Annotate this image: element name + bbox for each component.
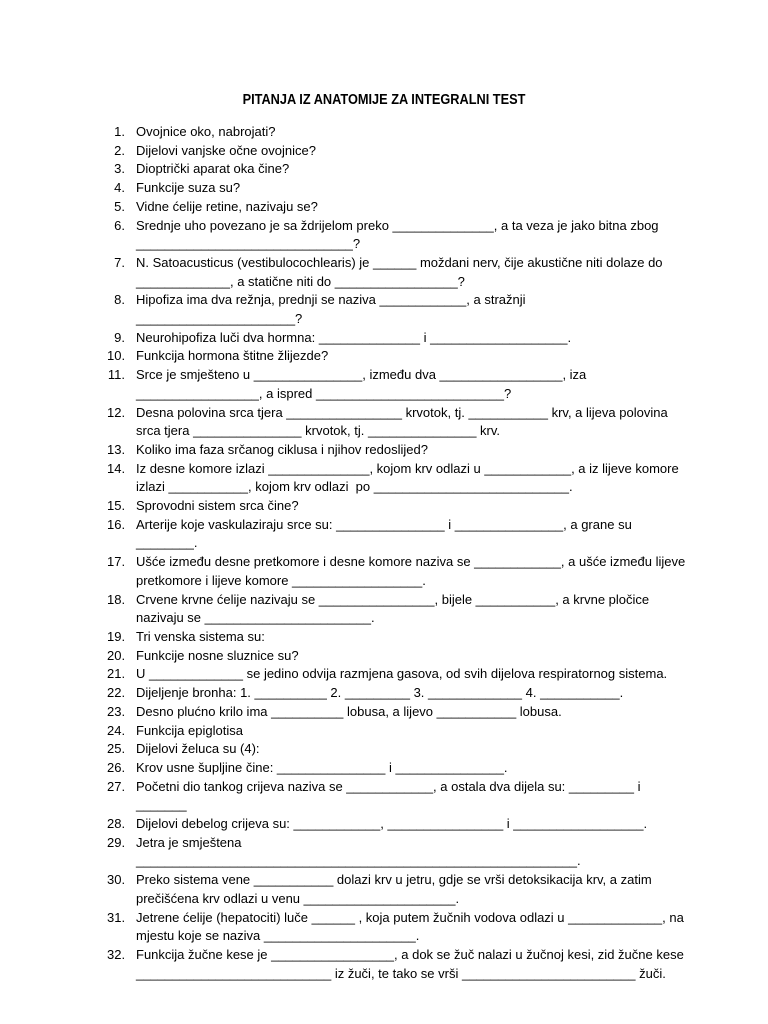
question-text: Dijelovi vanjske očne ovojnice?	[136, 142, 316, 158]
question-number: 28.	[107, 816, 126, 832]
question-text: Koliko ima faza srčanog ciklusa i njihov redoslijed?	[136, 441, 428, 457]
question-item	[107, 460, 687, 497]
question-number: 25.	[107, 741, 126, 757]
question-number: 29.	[107, 834, 126, 850]
question-item	[107, 329, 687, 348]
question-text: Srce je smješteno u _______________, između dva _________________, iza _________________, a ispred __________________________?	[136, 367, 587, 401]
question-item	[107, 516, 687, 553]
question-text: Krov usne šupljine čine: _______________ i _______________.	[136, 759, 508, 775]
question-number: 23.	[107, 703, 126, 719]
question-text: Neurohipofiza luči dva hormna: ______________ i ___________________.	[136, 329, 572, 345]
question-text: Sprovodni sistem srca čine?	[136, 498, 299, 514]
question-number: 22.	[107, 685, 126, 701]
question-number: 32.	[107, 946, 126, 962]
question-number: 18.	[107, 591, 126, 607]
question-text: Funkcije nosne sluznice su?	[136, 647, 299, 663]
question-number: 5.	[114, 198, 125, 214]
question-item	[107, 722, 687, 741]
question-number: 1.	[114, 124, 125, 139]
question-text: Tri venska sistema su:	[136, 628, 265, 644]
question-item	[107, 198, 687, 217]
question-item	[107, 160, 687, 179]
question-item	[107, 815, 687, 834]
question-item	[107, 441, 687, 460]
question-item	[107, 759, 687, 778]
question-text: N. Satoacusticus (vestibulocochlearis) je ______ moždani nerv, čije akustične niti dolaze do _____________, a statične niti do _________________?	[136, 254, 663, 289]
question-item	[107, 366, 687, 403]
question-number: 12.	[107, 404, 126, 420]
question-text: Dijelovi debelog crijeva su: ____________, ________________ i __________________.	[136, 816, 648, 832]
question-number: 21.	[107, 666, 126, 682]
question-item	[107, 217, 687, 254]
question-item	[107, 591, 687, 628]
question-number: 6.	[114, 217, 125, 233]
question-number: 16.	[107, 516, 126, 532]
question-item	[107, 665, 687, 684]
question-item	[107, 553, 687, 590]
question-number: 10.	[107, 348, 126, 364]
question-item	[107, 703, 687, 722]
question-item	[107, 179, 687, 198]
question-item	[107, 347, 687, 366]
question-item	[107, 254, 687, 291]
question-number: 27.	[107, 778, 126, 794]
question-number: 30.	[107, 872, 126, 888]
question-item	[107, 497, 687, 516]
question-text: Jetra je smještena _____________________________________________________________.	[136, 834, 581, 869]
question-item	[107, 142, 687, 161]
question-text: U _____________ se jedino odvija razmjena gasova, od svih dijelova respiratornog sistema.	[136, 666, 668, 682]
question-number: 14.	[107, 460, 126, 476]
question-number: 24.	[107, 722, 126, 738]
question-item	[107, 291, 687, 328]
question-text: Jetrene ćelije (hepatociti) luče ______ , koja putem žučnih vodova odlazi u _____________, na mjestu koje se naziva _____________________.	[136, 909, 684, 944]
question-item	[107, 628, 687, 647]
question-text: Funkcija epiglotisa	[136, 722, 243, 738]
question-item	[107, 684, 687, 703]
question-item	[107, 778, 687, 815]
question-text: Hipofiza ima dva režnja, prednji se naziva ____________, a stražnji ______________________?	[136, 292, 530, 327]
question-text: Početni dio tankog crijeva naziva se ____________, a ostala dva dijela su: _________ i _______	[136, 778, 645, 813]
question-number: 17.	[107, 554, 126, 570]
question-number: 20.	[107, 647, 126, 663]
question-number: 9.	[114, 329, 125, 345]
question-text: Funkcija žučne kese je _________________, a dok se žuč nalazi u žučnoj kesi, zid žučne kese ___________________________ iz žuči, te tako se vrši ________________________ žuči.	[136, 946, 684, 981]
question-item	[107, 909, 687, 946]
page-title: PITANJA IZ ANATOMIJE ZA INTEGRALNI TEST	[242, 92, 526, 108]
question-item	[107, 834, 687, 871]
question-text: Dijeljenje bronha: 1. __________ 2. _________ 3. _____________ 4. ___________.	[136, 685, 624, 701]
question-number: 19.	[107, 628, 126, 644]
question-text: Iz desne komore izlazi ______________, kojom krv odlazi u ____________, a iz lijeve komore izlazi ___________, kojom krv odlazi po ___________________________.	[136, 460, 679, 495]
question-number: 2.	[114, 142, 125, 158]
question-number: 26.	[107, 759, 126, 775]
question-item	[107, 946, 687, 983]
question-number: 13.	[107, 441, 126, 457]
question-item	[107, 647, 687, 666]
question-text: Desna polovina srca tjera ________________ krvotok, tj. ___________ krv, a lijeva polovina srca tjera _______________ krvotok, tj. _______________ krv.	[136, 404, 668, 439]
question-number: 15.	[107, 498, 126, 514]
question-number: 11.	[107, 367, 125, 383]
question-text: Arterije koje vaskulaziraju srce su: _______________ i _______________, a grane su ________.	[136, 516, 636, 551]
question-number: 7.	[114, 254, 125, 270]
question-item	[107, 123, 687, 142]
question-number: 4.	[114, 180, 125, 196]
question-number: 8.	[114, 292, 125, 308]
question-text: Funkcija hormona štitne žlijezde?	[136, 348, 329, 364]
question-text: Preko sistema vene ___________ dolazi krv u jetru, gdje se vrši detoksikacija krv, a zatim prečišćena krv odlazi u venu _____________________.	[136, 872, 652, 906]
question-text: Funkcije suza su?	[136, 180, 241, 196]
question-text: Ovojnice oko, nabrojati?	[136, 124, 276, 139]
question-number: 3.	[114, 161, 125, 177]
question-text: Crvene krvne ćelije nazivaju se ________________, bijele ___________, a krvne pločice nazivaju se _______________________.	[136, 591, 650, 626]
question-text: Dioptrički aparat oka čine?	[136, 161, 290, 177]
question-number: 31.	[107, 909, 126, 925]
question-list	[107, 123, 687, 983]
question-item	[107, 404, 687, 441]
question-text: Vidne ćelije retine, nazivaju se?	[136, 198, 318, 214]
question-text: Dijelovi želuca su (4):	[136, 741, 260, 757]
question-text: Desno plućno krilo ima __________ lobusa, a lijevo ___________ lobusa.	[136, 703, 562, 719]
question-text: Ušće između desne pretkomore i desne komore naziva se ____________, a ušće između lijeve pretkomore i lijeve komore __________________.	[136, 554, 686, 588]
question-text: Srednje uho povezano je sa ždrijelom preko ______________, a ta veza je jako bitna zbog ______________________________?	[136, 217, 659, 252]
question-item	[107, 740, 687, 759]
question-item	[107, 871, 687, 908]
